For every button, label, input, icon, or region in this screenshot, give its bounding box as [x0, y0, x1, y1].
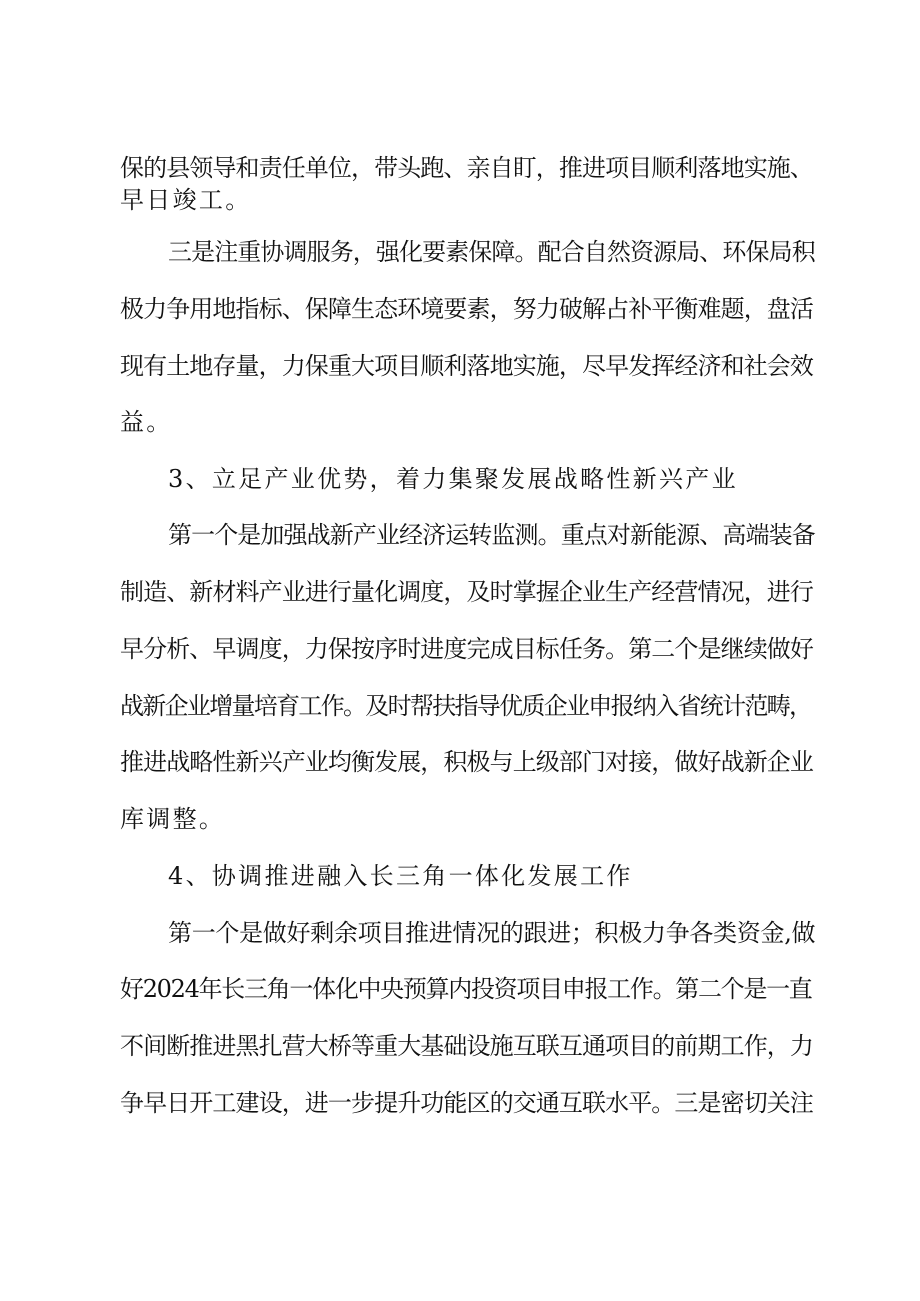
text-line: 第一个是做好剩余项目推进情况的跟进；积极力争各类资金,做: [168, 919, 816, 947]
text-line: 第一个是加强战新产业经济运转监测。重点对新能源、高端装备: [168, 521, 815, 549]
text-line: 三是注重协调服务，强化要素保障。配合自然资源局、环保局积: [168, 238, 815, 266]
text-line: 制造、新材料产业进行量化调度，及时掌握企业生产经营情况，进行: [120, 578, 813, 606]
text-line: 好2024年长三角一体化中央预算内投资项目申报工作。第二个是一直: [120, 975, 812, 1003]
text-line: 战新企业增量培育工作。及时帮扶指导优质企业申报纳入省统计范畴，: [120, 692, 812, 720]
text-line: 库调整。: [120, 805, 226, 833]
text-line: 保的县领导和责任单位，带头跑、亲自盯，推进项目顺利落地实施、: [120, 154, 813, 182]
text-line: 益。: [120, 408, 173, 436]
text-line: 现有土地存量，力保重大项目顺利落地实施，尽早发挥经济和社会效: [120, 352, 813, 380]
text-line: 推进战略性新兴产业均衡发展，积极与上级部门对接，做好战新企业: [120, 748, 813, 776]
text-line: 早分析、早调度，力保按序时进度完成目标任务。第二个是继续做好: [120, 635, 813, 663]
section-heading: 4、协调推进融入长三角一体化发展工作: [168, 862, 633, 890]
text-line: 极力争用地指标、保障生态环境要素，努力破解占补平衡难题，盘活: [120, 295, 813, 323]
text-line: 早日竣工。: [120, 186, 252, 214]
text-line: 不间断推进黑扎营大桥等重大基础设施互联互通项目的前期工作，力: [120, 1032, 813, 1060]
section-heading: 3、立足产业优势，着力集聚发展战略性新兴产业: [168, 465, 738, 493]
text-line: 争早日开工建设，进一步提升功能区的交通互联水平。三是密切关注: [120, 1089, 813, 1117]
